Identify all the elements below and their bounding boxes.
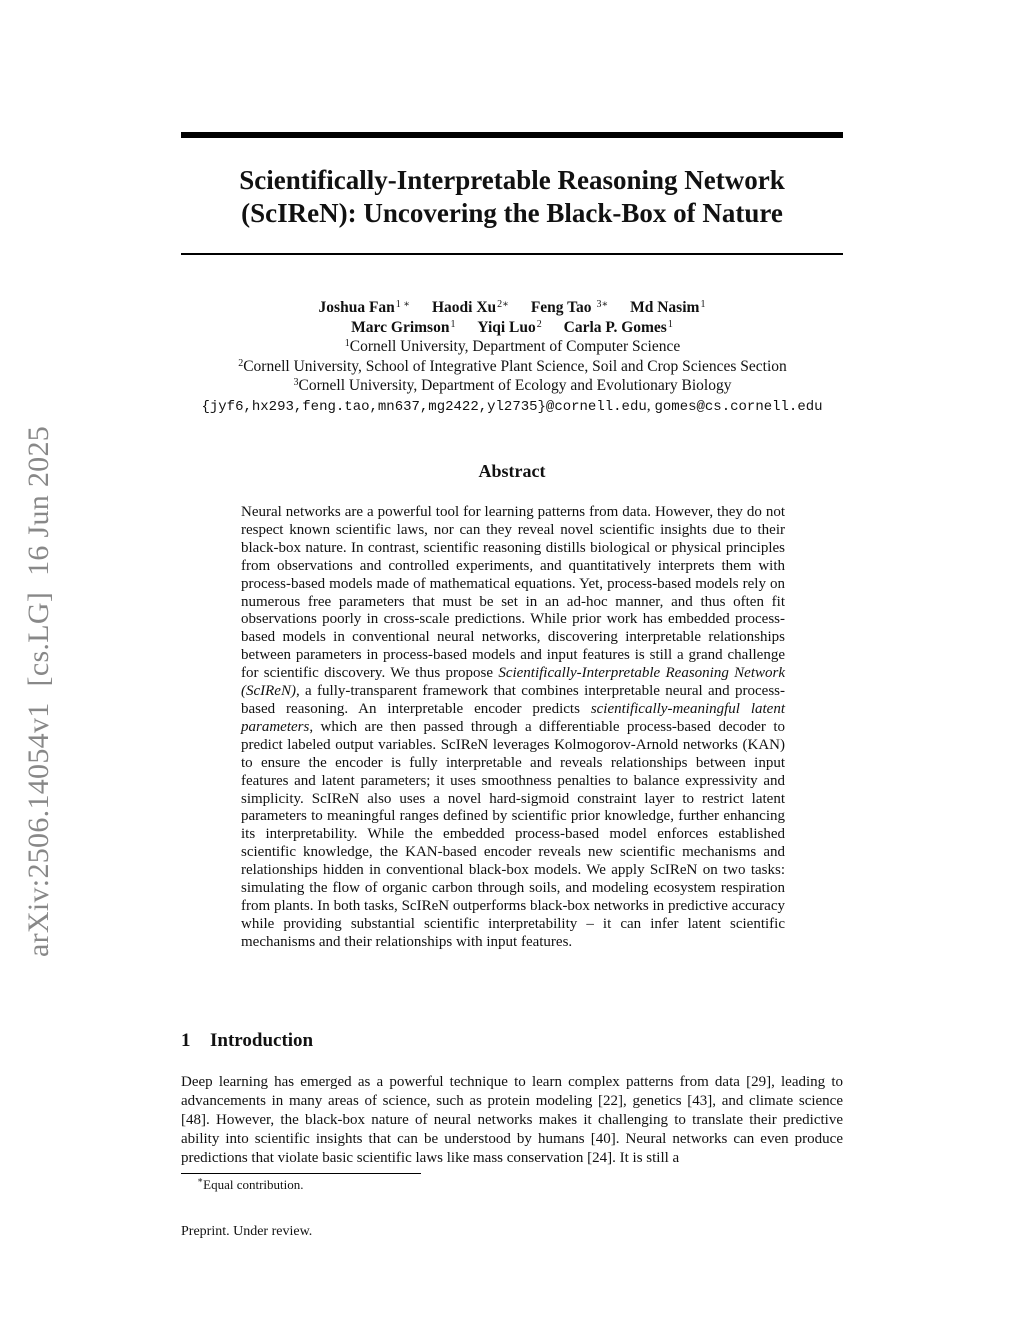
author-name: Yiqi Luo$^2$: [477, 318, 542, 336]
author-name: Carla P. Gomes$^1$: [563, 318, 673, 336]
author-block: [181, 298, 843, 417]
author-name: Feng Tao $^{3∗}$: [530, 299, 609, 316]
section-title: Introduction: [210, 1030, 314, 1051]
author-emails: {jyf6,hx293,feng.tao,mn637,mg2422,yl2735}@cornell.edu, gomes@cs.cornell.edu: [201, 396, 823, 415]
abstract-emphasis: Scientifically-Interpretable Reasoning Network (ScIReN): [241, 665, 785, 700]
email-single[interactable]: gomes@cs.cornell.edu: [654, 398, 823, 415]
paper-title: [181, 164, 843, 230]
email-group[interactable]: {jyf6,hx293,feng.tao,mn637,mg2422,yl2735}@cornell.edu: [201, 398, 647, 415]
affiliation-2: $^2$Cornell University, School of Integrative Plant Science, Soil and Crop Sciences Section: [238, 357, 787, 375]
abstract-heading: Abstract: [478, 461, 546, 481]
author-name: Marc Grimson$^1$: [351, 318, 456, 336]
affiliation-3: $^3$Cornell University, Department of Ecology and Evolutionary Biology: [293, 377, 732, 394]
arxiv-category: [cs.LG]: [22, 591, 55, 687]
abstract-body: Neural networks are a powerful tool for learning patterns from data. However, they do not respect known scientific laws, nor can they reveal novel scientific insights due to their black-box nature. In contrast, scientific reasoning distills biological or physical principles from observations and controlled experiments, and quantitatively interprets them with process-based models made of mathematical equations. Yet, process-based models rely on numerous free parameters that must be set in an ad-hoc manner, and thus often fit observations poorly in cross-scale predictions. While prior work has embedded process-based models in conventional neural networks, discovering interpretable relationships between parameters in process-based models and input features is still a grand challenge for scientific discovery. We thus propose Scientifically-Interpretable Reasoning Network (ScIReN), a fully-transparent framework that combines interpretable neural and process-based reasoning. An interpretable encoder predicts scientifically-meaningful latent parameters, which are then passed through a differentiable process-based decoder to predict labeled output variables. ScIReN leverages Kolmogorov-Arnold networks (KAN) to ensure the encoder is fully interpretable and reveals relationships between input features and latent parameters; it uses smoothness penalties to balance expressivity and simplicity. ScIReN also uses a novel hard-sigmoid constraint layer to restrict latent parameters to meaningful ranges defined by scientific prior knowledge, further enhancing its interpretability. While the embedded process-based model enforces established scientific knowledge, the KAN-based encoder reveals new scientific mechanisms and relationships hidden in conventional black-box models. We apply ScIReN on two tasks: simulating the flow of organic carbon through soils, and modeling ecosystem respiration from plants. In both tasks, ScIReN outperforms black-box networks in predictive accuracy while providing substantial scientific interpretability – it can infer latent scientific mechanisms and their relationships with input features.: [241, 504, 785, 950]
title-line-2: (ScIReN): Uncovering the Black-Box of Nature: [241, 198, 783, 228]
affiliation-1: $^1$Cornell University, Department of Computer Science: [344, 338, 681, 355]
author-name: Joshua Fan$^{1 ∗}$: [318, 299, 411, 316]
author-row-2: [181, 318, 843, 338]
author-name: Haodi $Xu^{2∗}$: [431, 299, 509, 316]
section-number: 1: [181, 1030, 191, 1051]
page-footer: Preprint. Under review.: [181, 1224, 313, 1239]
title-top-rule: [181, 132, 843, 138]
title-line-1: Scientifically-Interpretable Reasoning Network: [239, 165, 785, 195]
author-row-1: [181, 298, 843, 318]
footnote: ∗Equal contribution.: [197, 1175, 304, 1192]
section-heading-introduction: [181, 1030, 313, 1052]
abstract-emphasis: scientifically-meaningful latent parameters: [241, 700, 785, 735]
arxiv-date: 16 Jun 2025: [22, 425, 55, 576]
title-bottom-rule: [181, 253, 843, 255]
footnote-rule: [181, 1173, 421, 1174]
arxiv-id: arXiv:2506.14054v1: [22, 702, 55, 957]
introduction-body: [181, 1073, 843, 1168]
author-name: Md Nasim$^1$: [630, 299, 706, 316]
introduction-paragraph: Deep learning has emerged as a powerful technique to learn complex patterns from data [29], leading to advancements in many areas of science, such as protein modeling [22], genetics [43], and climate science [48]. However, the black-box nature of neural networks makes it challenging to translate their predictive ability into scientific insights that can be understood by humans [40]. Neural networks can even produce predictions that violate basic scientific laws like mass conservation [24]. It is still a: [181, 1074, 843, 1166]
arxiv-side-stamp: [22, 426, 56, 957]
